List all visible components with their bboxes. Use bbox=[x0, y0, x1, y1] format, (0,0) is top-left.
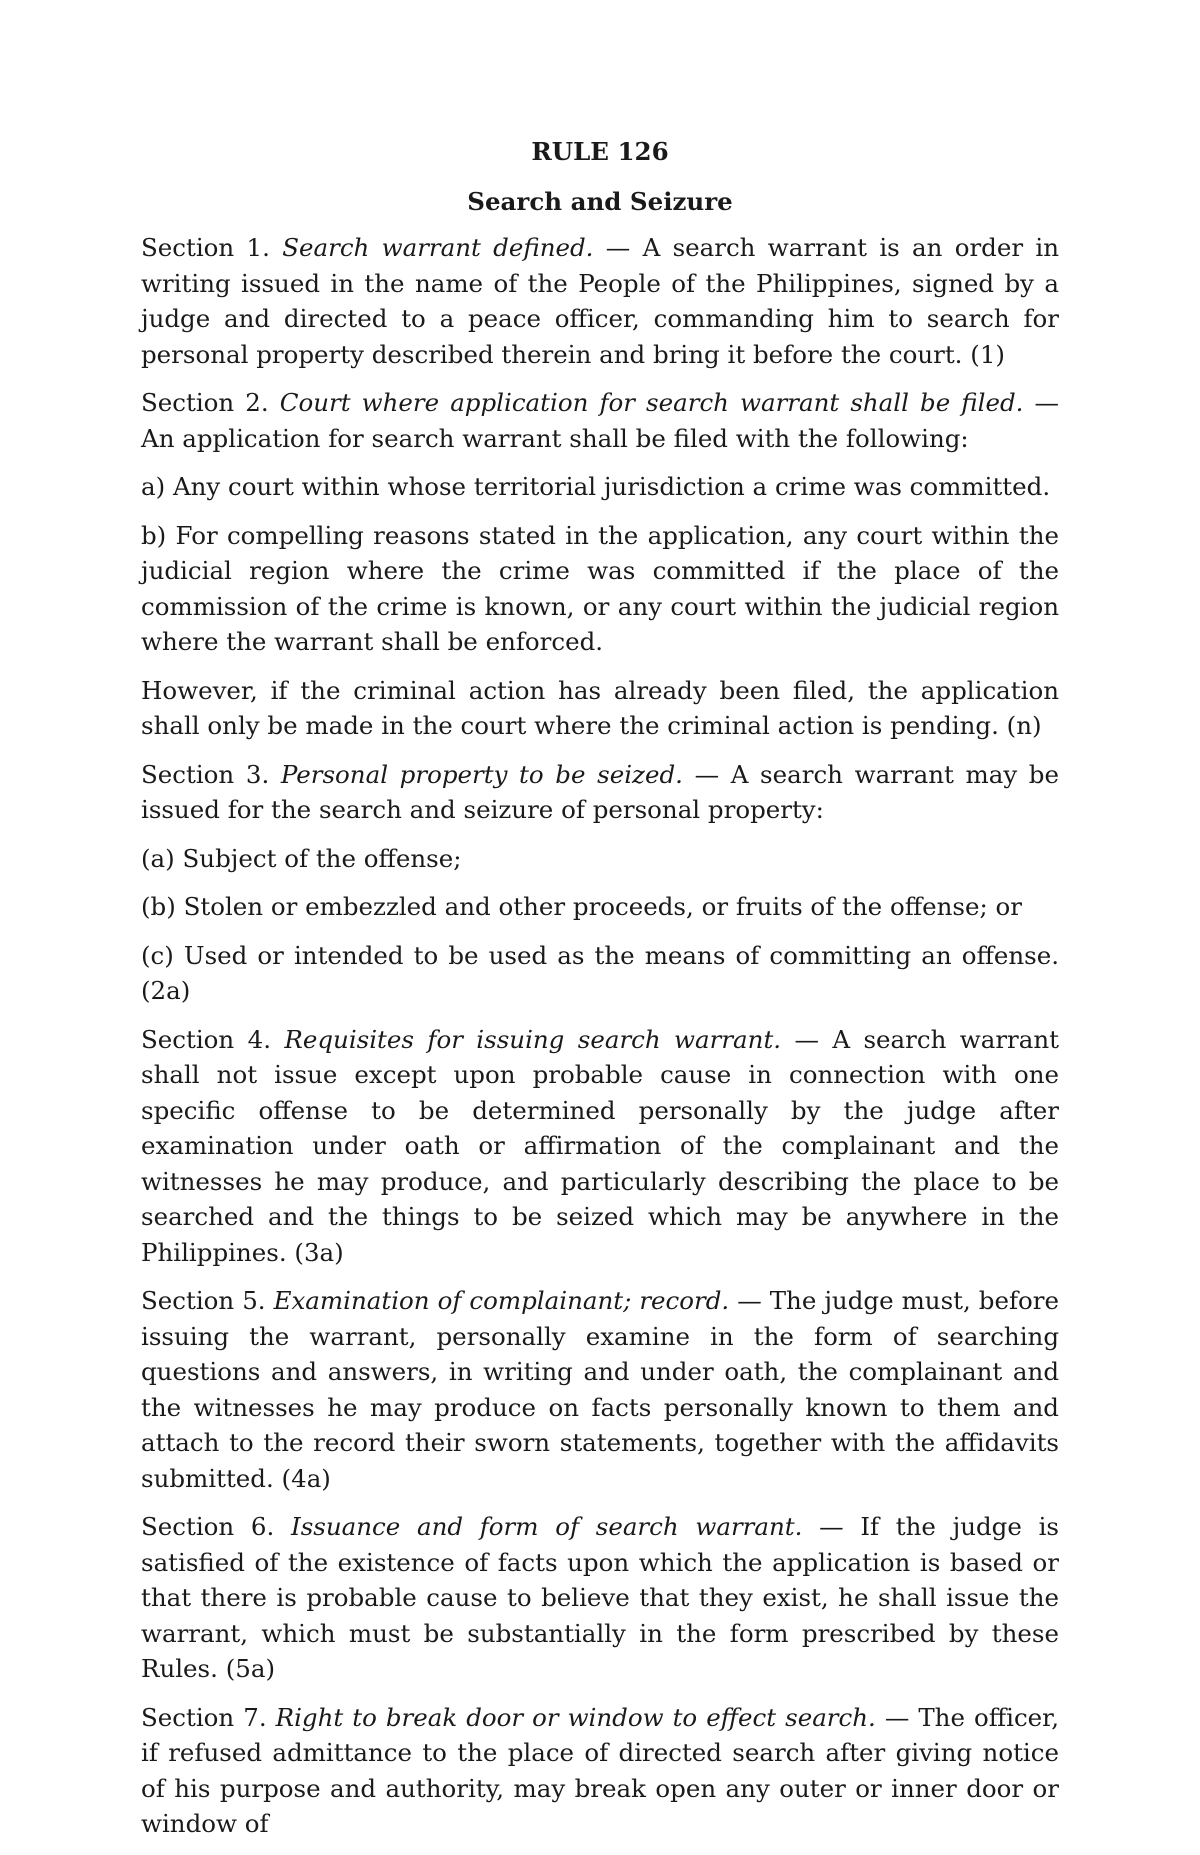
rule-subtitle: Search and Seizure bbox=[467, 187, 733, 216]
paragraph bbox=[141, 469, 1059, 505]
paragraph bbox=[141, 1022, 1059, 1271]
paragraph bbox=[141, 889, 1059, 925]
paragraph bbox=[141, 673, 1059, 744]
section-label: Section 1. bbox=[141, 233, 283, 262]
paragraph-text: (c) Used or intended to be used as the means of committing an offense. (2a) bbox=[141, 940, 1059, 1005]
rule-title: RULE 126 bbox=[531, 137, 669, 166]
section-label: Section 7. bbox=[141, 1702, 276, 1732]
paragraph bbox=[141, 1283, 1059, 1496]
paragraph bbox=[141, 1700, 1059, 1842]
paragraph bbox=[141, 757, 1059, 828]
paragraph-text: — The officer, if refused admittance to the place of directed search after giving notice of his purpose and authority, may break open any outer or inner door or window of bbox=[141, 1702, 1059, 1838]
document-body bbox=[141, 230, 1059, 1842]
section-label: Section 3. bbox=[141, 759, 281, 789]
paragraph-text: — If the judge is satisfied of the existence of facts upon which the application is based or that there is probable cause to believe that they exist, he shall issue the warrant, which must be substantially in the form prescribed by these Rules. (5a) bbox=[141, 1512, 1059, 1683]
paragraph-text: — The judge must, before issuing the warrant, personally examine in the form of searching questions and answers, in writing and under oath, the complainant and the witnesses he may produce on facts personally known to them and attach to the record their sworn statements, together with the affidavits submitted. (4a) bbox=[141, 1286, 1060, 1493]
section-heading: Issuance and form of search warrant. bbox=[291, 1512, 803, 1541]
paragraph bbox=[141, 230, 1059, 372]
section-heading: Court where application for search warrant shall be filed. bbox=[279, 388, 1024, 417]
document-page bbox=[141, 138, 1059, 1855]
section-heading: Right to break door or window to effect search. bbox=[275, 1702, 876, 1732]
paragraph-text: — A search warrant is an order in writing issued in the name of the People of the Philippines, signed by a judge and directed to a peace officer, commanding him to search for personal property described therein and bring it before the court. (1) bbox=[141, 233, 1060, 369]
paragraph-text: — A search warrant may be issued for the search and seizure of personal property: bbox=[141, 759, 1059, 824]
paragraph-text: (a) Subject of the offense; bbox=[141, 843, 462, 873]
paragraph bbox=[141, 1509, 1059, 1687]
section-label: Section 2. bbox=[141, 388, 280, 417]
paragraph-text: (b) Stolen or embezzled and other proceeds, or fruits of the offense; or bbox=[141, 892, 1022, 921]
section-heading: Requisites for issuing search warrant. bbox=[284, 1024, 782, 1054]
section-label: Section 6. bbox=[141, 1512, 292, 1541]
paragraph bbox=[141, 841, 1059, 877]
section-label: Section 4. bbox=[141, 1024, 285, 1054]
paragraph-text: — An application for search warrant shall be filed with the following: bbox=[141, 388, 1060, 453]
paragraph-text: However, if the criminal action has already been filed, the application shall only be made in the court where the criminal action is pending. (n) bbox=[141, 675, 1059, 740]
section-heading: Search warrant defined. bbox=[282, 233, 594, 262]
paragraph-text: a) Any court within whose territorial jurisdiction a crime was committed. bbox=[141, 472, 1051, 501]
paragraph-text: b) For compelling reasons stated in the application, any court within the judicial region where the crime was committed if the place of the commission of the crime is known, or any court within the judicial region where the warrant shall be enforced. bbox=[141, 520, 1059, 656]
paragraph bbox=[141, 518, 1059, 660]
section-label: Section 5. bbox=[141, 1286, 274, 1315]
section-heading: Personal property to be seized. bbox=[280, 759, 683, 789]
paragraph bbox=[141, 938, 1059, 1009]
paragraph bbox=[141, 385, 1059, 456]
section-heading: Examination of complainant; record. bbox=[273, 1286, 730, 1315]
paragraph-text: — A search warrant shall not issue except upon probable cause in connection with one specific offense to be determined personally by the judge after examination under oath or affirmation of the complainant and the witnesses he may produce, and particularly describing the place to be searched and the things to be seized which may be anywhere in the Philippines. (3a) bbox=[141, 1024, 1059, 1267]
